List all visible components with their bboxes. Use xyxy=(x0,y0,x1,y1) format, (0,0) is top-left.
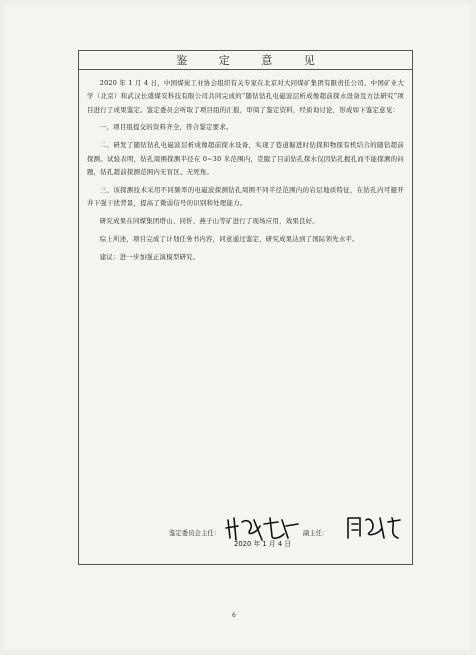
paragraph-intro: 2020 年 1 月 4 日，中国煤炭工业协会组织有关专家在北京对大同煤矿集团有限责任公司、中国矿业大学（北京）和武汉长盛煤安科技有限公司共同完成的“随钻钻孔电磁波层析成像超前探水设备及方法研究”项目进行了成果鉴定。鉴定委员会听取了项目组的汇报，审阅了鉴定资料，经质询讨论，形成如下鉴定意见： xyxy=(87,79,404,114)
document-page xyxy=(4,4,470,650)
paragraph-application: 研究成果在同煤集团塔山、同忻、燕子山等矿进行了现场应用，效果良好。 xyxy=(99,217,319,226)
paragraph-item-1: 一、项目组提交的资料齐全，符合鉴定要求。 xyxy=(99,123,233,132)
signing-date: 2020 年 1 月 4 日 xyxy=(234,540,292,548)
vice-chair-signature-image xyxy=(344,514,404,542)
opinion-body xyxy=(87,77,404,269)
title-row xyxy=(79,51,412,70)
chair-label: 鉴定委员会主任： xyxy=(169,529,221,537)
paragraph-conclusion: 综上所述，项目完成了计划任务书内容，同意通过鉴定，研究成果达到了国际领先水平。 xyxy=(99,234,359,243)
paragraph-item-3: 三、该探测技术采用不同频率的电磁波探测钻孔周围不同半径范围内的岩层地质特征，在钻孔内可避开井下强干扰背景，提高了微弱信号的识别和处理能力。 xyxy=(87,185,404,208)
vice-chair-label: 副主任： xyxy=(303,529,329,537)
opinion-frame xyxy=(78,50,413,565)
page-title: 鉴 定 意 见 xyxy=(176,54,329,67)
paragraph-suggestion: 建议：进一步加强正演模型研究。 xyxy=(99,252,200,261)
page-number: 6 xyxy=(232,612,236,619)
paragraph-item-2: 二、研发了随钻钻孔电磁波层析成像超前探水设备，实现了巷道掘进时钻探和物探有机结合的随钻超前探测。试验表明，钻孔周围探测半径在 0~30 米范围内，克服了目前钻孔探水仅因钻孔揭孔而不能探测的问题，钻孔超前探测范围内无盲区、无死角。 xyxy=(87,141,404,176)
